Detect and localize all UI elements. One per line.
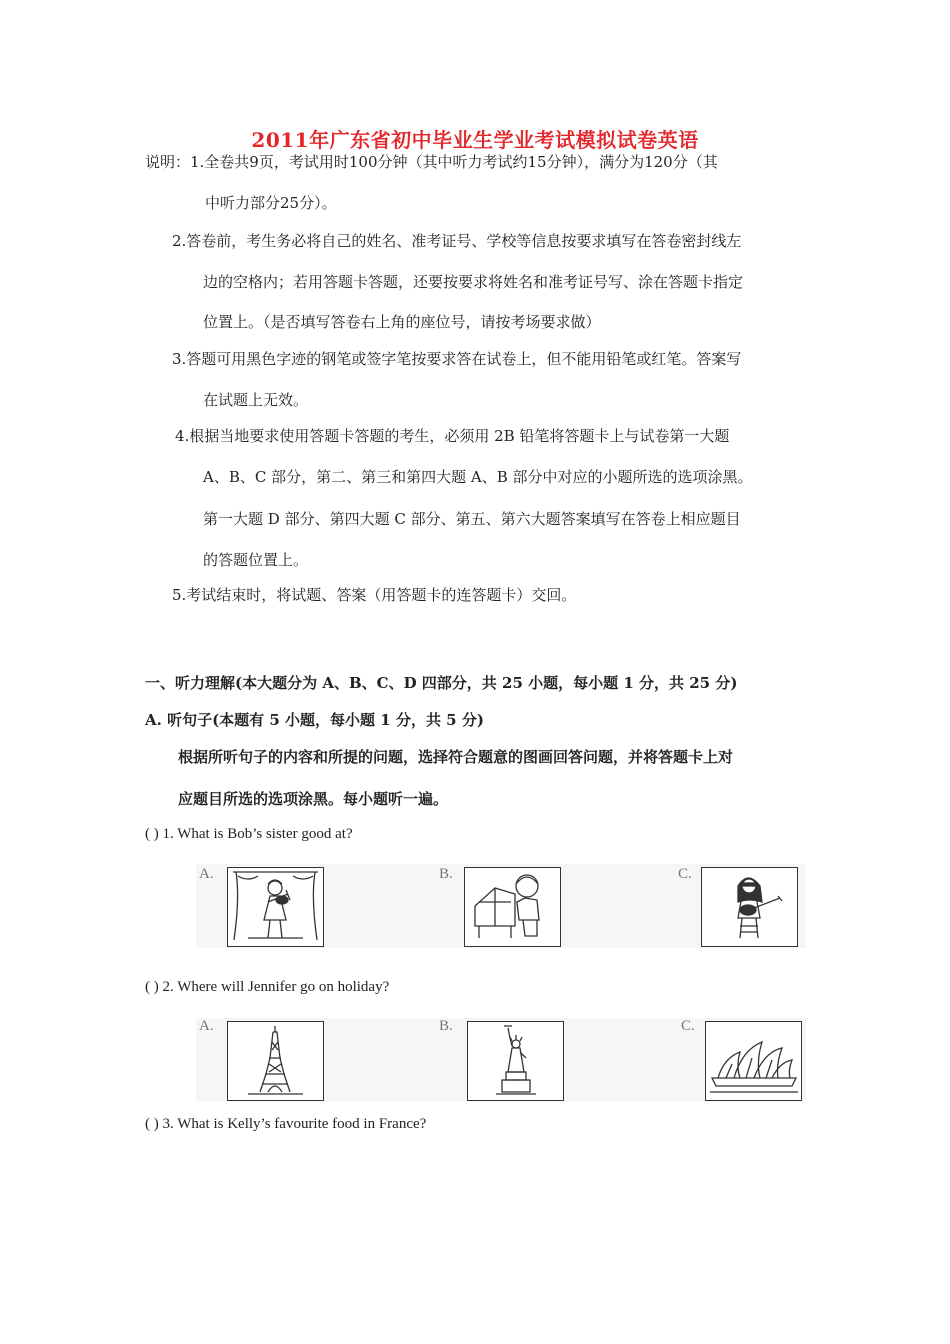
q2-option-a-label: A. (199, 1018, 214, 1034)
note-4: 4.根据当地要求使用答题卡答题的考生，必须用 2B 铅笔将答题卡上与试卷第一大题 (175, 427, 730, 445)
question-3: ( ) 3. What is Kelly’s favourite food in France? (145, 1116, 427, 1132)
note-5: 5.考试结束时，将试题、答案（用答题卡的连答题卡）交回。 (172, 586, 577, 604)
q1-option-b-label: B. (439, 866, 453, 882)
q2-option-c-label: C. (681, 1018, 695, 1034)
note-1: 说明：1.全卷共9页，考试用时100分钟（其中听力考试约15分钟），满分为120分（其 (145, 153, 718, 171)
girl-playing-violin-picture (227, 867, 324, 947)
note-4-cont2: 第一大题 D 部分、第四大题 C 部分、第五、第六大题答案填写在答卷上相应题目 (203, 510, 741, 528)
part-a-instruction: 根据所听句子的内容和所提的问题，选择符合题意的图画回答问题，并将答题卡上对 (178, 748, 734, 766)
statue-of-liberty-picture (467, 1021, 564, 1101)
note-2-cont2: 位置上。（是否填写答卷右上角的座位号，请按考场要求做） (203, 313, 601, 331)
note-3-cont: 在试题上无效。 (203, 391, 309, 409)
girl-playing-guitar-picture (701, 867, 798, 947)
question-1: ( ) 1. What is Bob’s sister good at? (145, 826, 353, 842)
section-heading: 一、听力理解(本大题分为 A、B、C、D 四部分，共 25 小题，每小题 1 分，共 25 分) (145, 674, 738, 692)
note-2: 2.答卷前，考生务必将自己的姓名、准考证号、学校等信息按要求填写在答卷密封线左 (172, 232, 742, 250)
eiffel-tower-picture (227, 1021, 324, 1101)
note-4-cont3: 的答题位置上。 (203, 551, 309, 569)
note-2-cont: 边的空格内；若用答题卡答题，还要按要求将姓名和准考证号写、涂在答题卡指定 (203, 273, 744, 291)
q1-option-a-label: A. (199, 866, 214, 882)
question-2: ( ) 2. Where will Jennifer go on holiday? (145, 979, 390, 995)
note-4-cont: A、B、C 部分，第二、第三和第四大题 A、B 部分中对应的小题所选的选项涂黑。 (203, 468, 753, 486)
part-a-heading: A. 听句子(本题有 5 小题，每小题 1 分，共 5 分) (145, 711, 484, 729)
exam-title: 2011年广东省初中毕业生学业考试模拟试卷英语 (251, 128, 699, 152)
girl-playing-piano-picture (464, 867, 561, 947)
q1-option-c-label: C. (678, 866, 692, 882)
part-a-instruction-cont: 应题目所选的选项涂黑。每小题听一遍。 (178, 790, 449, 808)
q2-option-b-label: B. (439, 1018, 453, 1034)
note-3: 3.答题可用黑色字迹的钢笔或签字笔按要求答在试卷上，但不能用铅笔或红笔。答案写 (172, 350, 742, 368)
note-1-cont: 中听力部分25分）。 (205, 194, 337, 212)
sydney-opera-house-picture (705, 1021, 802, 1101)
